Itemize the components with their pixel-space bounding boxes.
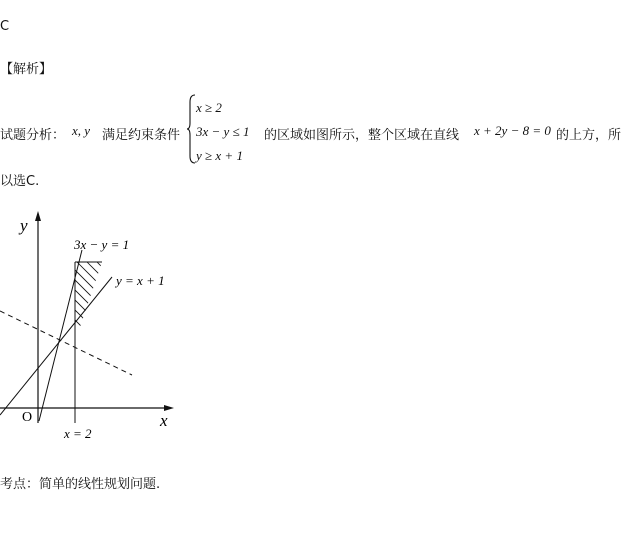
line1-label: 3x − y = 1 [74,237,130,252]
analysis-variables: x, y [72,123,91,138]
section-label: 【解析】 [0,62,53,77]
region-graph [0,205,200,450]
y-axis-label: y [20,216,28,235]
condition-text: 满足约束条件 [102,128,181,143]
tail-text: 的上方，所 [556,128,622,143]
analysis-prefix: 试题分析： [0,128,66,143]
feasible-region [60,205,120,365]
answer-text: C [0,19,10,34]
constraint-1: x ≥ 2 [196,100,222,115]
line3-label: x = 2 [64,426,92,441]
kaodian-text: 考点：简单的线性规划问题. [0,477,161,492]
dashed-line-x-plus-2y-minus-8 [0,311,132,375]
constraint-2: 3x − y ≤ 1 [196,124,250,139]
region-text: 的区域如图所示，整个区域在直线 [264,128,460,143]
origin-label: O [22,410,33,425]
line-3x-minus-y-eq-1 [39,250,82,421]
left-brace-icon [186,94,196,164]
line2-label: y = x + 1 [116,273,165,288]
constraint-3: y ≥ x + 1 [196,148,243,163]
x-axis-label: x [160,411,168,430]
tail-text-continued: 以选C. [0,174,40,189]
line-y-eq-x-plus-1 [0,277,112,415]
line-equation: x + 2y − 8 = 0 [474,123,551,138]
y-axis-arrow-icon [35,211,41,221]
